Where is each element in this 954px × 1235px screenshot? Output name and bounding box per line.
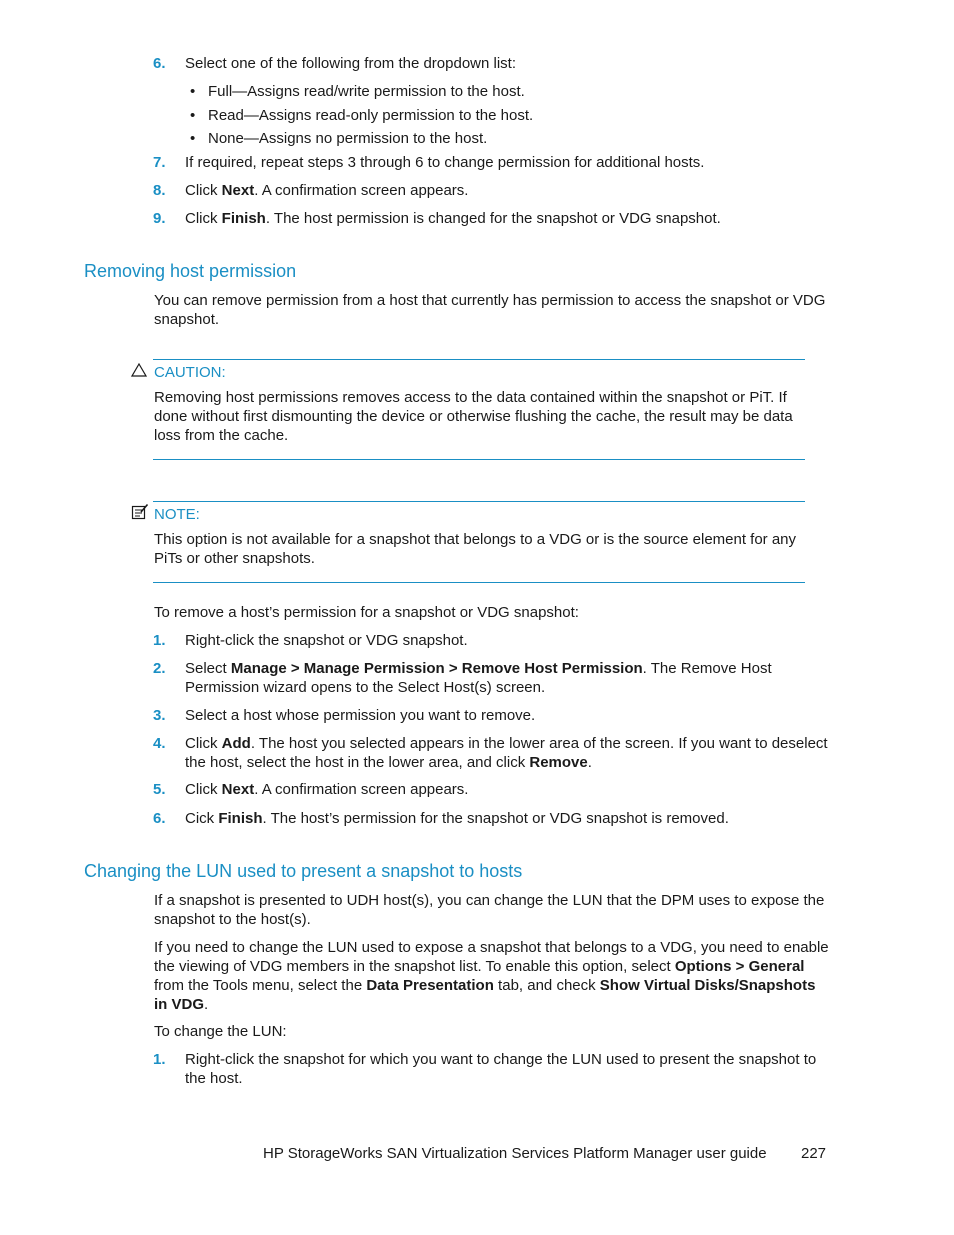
section-paragraph: If a snapshot is presented to UDH host(s), you can change the LUN that the DPM uses to expose the snapshot to the host(s). bbox=[154, 892, 825, 928]
step-text: Cick Finish. The host’s permission for the snapshot or VDG snapshot is removed. bbox=[185, 810, 729, 827]
bullet-dot: • bbox=[190, 83, 196, 100]
page-number: 227 bbox=[801, 1145, 827, 1162]
step-number: 2. bbox=[153, 660, 166, 677]
procedure-lead: To change the LUN: bbox=[154, 1023, 287, 1040]
step-text: Right-click the snapshot or VDG snapshot. bbox=[185, 632, 468, 649]
step-number: 6. bbox=[153, 810, 166, 827]
step-text: If required, repeat steps 3 through 6 to change permission for additional hosts. bbox=[185, 154, 705, 171]
bullet-text: Read—Assigns read-only permission to the host. bbox=[208, 107, 534, 124]
step-number: 8. bbox=[153, 182, 166, 199]
step-text: Click Next. A confirmation screen appears. bbox=[185, 182, 469, 199]
procedure-lead: To remove a host’s permission for a snapshot or VDG snapshot: bbox=[154, 604, 579, 621]
step-text: Click Add. The host you selected appears in the lower area of the screen. If you want to deselect the host, select the host in the lower area, and click Remove. bbox=[185, 735, 828, 771]
note-text: This option is not available for a snapshot that belongs to a VDG or is the source element for any PiTs or other snapshots. bbox=[154, 531, 797, 567]
bullet-dot: • bbox=[190, 107, 196, 124]
note-top-rule bbox=[153, 501, 805, 502]
step-number: 1. bbox=[153, 1051, 166, 1068]
caution-top-rule bbox=[153, 359, 805, 360]
step-number: 6. bbox=[153, 55, 166, 72]
caution-label: CAUTION: bbox=[154, 364, 226, 381]
footer-title: HP StorageWorks SAN Virtualization Services Platform Manager user guide bbox=[263, 1145, 767, 1162]
step-text: Click Next. A confirmation screen appears. bbox=[185, 781, 469, 798]
step-text: Select one of the following from the dropdown list: bbox=[185, 55, 517, 72]
step-text: Right-click the snapshot for which you want to change the LUN used to present the snapshot to the host. bbox=[185, 1051, 817, 1087]
caution-bottom-rule bbox=[153, 459, 805, 460]
step-number: 1. bbox=[153, 632, 166, 649]
note-pad-icon bbox=[131, 503, 149, 521]
bullet-text: Full—Assigns read/write permission to the host. bbox=[208, 83, 525, 100]
caution-triangle-icon bbox=[131, 363, 147, 377]
note-bottom-rule bbox=[153, 582, 805, 583]
step-text: Select a host whose permission you want to remove. bbox=[185, 707, 536, 724]
step-text: Select Manage > Manage Permission > Remove Host Permission. The Remove Host Permission wizard opens to the Select Host(s) screen. bbox=[185, 660, 772, 696]
step-number: 5. bbox=[153, 781, 166, 798]
section-heading-removing-host-permission: Removing host permission bbox=[84, 261, 297, 281]
step-number: 9. bbox=[153, 210, 166, 227]
step-number: 7. bbox=[153, 154, 166, 171]
step-number: 3. bbox=[153, 707, 166, 724]
bullet-dot: • bbox=[190, 130, 196, 147]
section-intro: You can remove permission from a host that currently has permission to access the snapshot or VDG snapshot. bbox=[154, 292, 826, 328]
step-text: Click Finish. The host permission is changed for the snapshot or VDG snapshot. bbox=[185, 210, 721, 227]
caution-text: Removing host permissions removes access to the data contained within the snapshot or PiT. If done without first dismounting the device or otherwise flushing the cache, the result may be data loss from the cache. bbox=[154, 389, 793, 444]
step-number: 4. bbox=[153, 735, 166, 752]
bullet-text: None—Assigns no permission to the host. bbox=[208, 130, 488, 147]
section-heading-changing-lun: Changing the LUN used to present a snapshot to hosts bbox=[84, 861, 523, 881]
note-label: NOTE: bbox=[154, 506, 200, 523]
section-paragraph: If you need to change the LUN used to expose a snapshot that belongs to a VDG, you need to enable the viewing of VDG members in the snapshot list. To enable this option, select Options > General from the Tools menu, select the Data Presentation tab, and check Show Virtual Disks/Snapshots in VDG. bbox=[154, 939, 829, 1013]
